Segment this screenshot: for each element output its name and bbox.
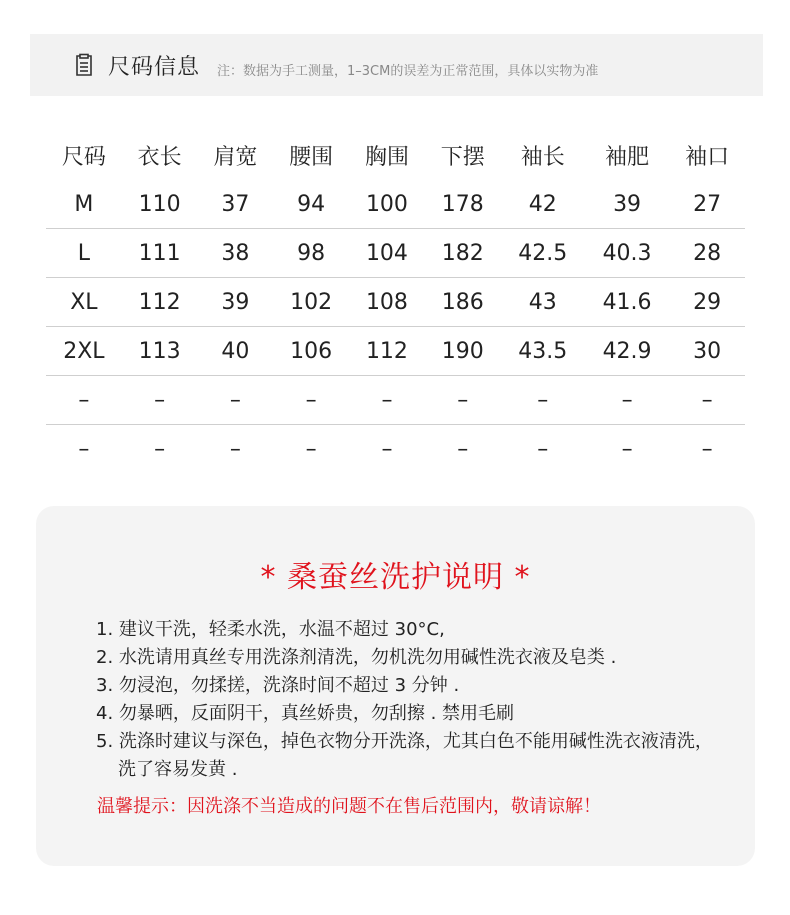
table-cell: 39 [198, 278, 274, 327]
care-instructions-list [96, 616, 726, 784]
table-cell: 40 [198, 327, 274, 376]
table-cell: 43 [501, 278, 585, 327]
table-cell: – [273, 376, 349, 425]
table-cell: – [154, 436, 166, 462]
table-cell: 178 [425, 180, 501, 229]
column-header-sleeve-width: 袖肥 [605, 144, 650, 170]
table-cell: M [46, 180, 122, 229]
table-cell: 39 [585, 180, 669, 229]
care-title: * 桑蚕丝洗护说明 * [260, 560, 531, 595]
table-cell: 40.3 [585, 229, 669, 278]
care-warning: 温馨提示：因洗涤不当造成的问题不在售后范围内，敬请谅解！ [97, 796, 601, 817]
table-cell: – [78, 436, 90, 462]
table-cell: – [585, 376, 669, 425]
table-cell: 113 [122, 327, 198, 376]
column-header-chest: 胸围 [364, 144, 409, 170]
page-title: 尺码信息 [108, 55, 201, 80]
table-cell: 104 [349, 229, 425, 278]
table-cell: – [621, 436, 633, 462]
column-header-shoulder: 肩宽 [213, 144, 258, 170]
table-cell: 42.5 [501, 229, 585, 278]
table-cell: 41.6 [585, 278, 669, 327]
table-cell: 108 [349, 278, 425, 327]
table-cell: 112 [349, 327, 425, 376]
table-cell: – [229, 436, 241, 462]
list-item: 5. 洗涤时建议与深色，掉色衣物分开洗涤，尤其白色不能用碱性洗衣液清洗，洗了容易发黄 . [96, 731, 713, 780]
table-row [46, 327, 745, 376]
document-icon [74, 53, 94, 77]
table-row [46, 376, 745, 425]
column-header-sleeve-length: 袖长 [520, 144, 565, 170]
table-cell: 37 [198, 180, 274, 229]
table-cell: 182 [425, 229, 501, 278]
table-cell: – [305, 436, 317, 462]
table-cell: 186 [425, 278, 501, 327]
table-row [46, 425, 745, 474]
table-cell: – [381, 436, 393, 462]
table-cell: 110 [122, 180, 198, 229]
table-cell: – [122, 376, 198, 425]
table-cell: 190 [425, 327, 501, 376]
size-table [46, 130, 745, 473]
table-cell: – [457, 436, 469, 462]
column-header-hem: 下摆 [440, 144, 485, 170]
table-cell: 29 [669, 278, 745, 327]
table-cell: 102 [273, 278, 349, 327]
table-cell: 27 [669, 180, 745, 229]
table-cell: – [501, 376, 585, 425]
table-header-row [46, 130, 745, 180]
list-item: 1. 建议干洗，轻柔水洗，水温不超过 30°C, [96, 619, 445, 640]
table-cell: 30 [669, 327, 745, 376]
column-header-length: 衣长 [137, 144, 182, 170]
table-cell: – [425, 376, 501, 425]
table-row [46, 180, 745, 229]
table-cell: – [198, 376, 274, 425]
size-info-header [30, 34, 763, 96]
list-item: 4. 勿暴晒，反面阴干，真丝娇贵，勿刮擦 . 禁用毛刷 [96, 703, 515, 724]
table-cell: 112 [122, 278, 198, 327]
table-cell: 94 [273, 180, 349, 229]
table-row [46, 278, 745, 327]
silk-care-card [36, 506, 755, 866]
column-header-waist: 腰围 [289, 144, 334, 170]
table-cell: – [537, 436, 549, 462]
table-cell: 100 [349, 180, 425, 229]
table-cell: 111 [122, 229, 198, 278]
table-row [46, 229, 745, 278]
table-cell: 106 [273, 327, 349, 376]
table-cell: XL [46, 278, 122, 327]
table-cell: L [46, 229, 122, 278]
list-item: 3. 勿浸泡，勿揉搓，洗涤时间不超过 3 分钟 . [96, 675, 460, 696]
table-cell: 98 [273, 229, 349, 278]
measurement-note: 注：数据为手工测量，1–3CM的误差为正常范围，具体以实物为准 [217, 64, 599, 79]
column-header-cuff: 袖口 [685, 144, 730, 170]
table-cell: 42.9 [585, 327, 669, 376]
table-cell: – [701, 436, 713, 462]
table-cell: 28 [669, 229, 745, 278]
table-cell: – [349, 376, 425, 425]
table-cell: 2XL [46, 327, 122, 376]
table-cell: – [669, 376, 745, 425]
table-cell: 42 [501, 180, 585, 229]
table-cell: 38 [198, 229, 274, 278]
list-item: 2. 水洗请用真丝专用洗涤剂清洗，勿机洗勿用碱性洗衣液及皂类 . [96, 647, 617, 668]
column-header-size: 尺码 [61, 144, 106, 170]
table-cell: – [46, 376, 122, 425]
table-cell: 43.5 [501, 327, 585, 376]
